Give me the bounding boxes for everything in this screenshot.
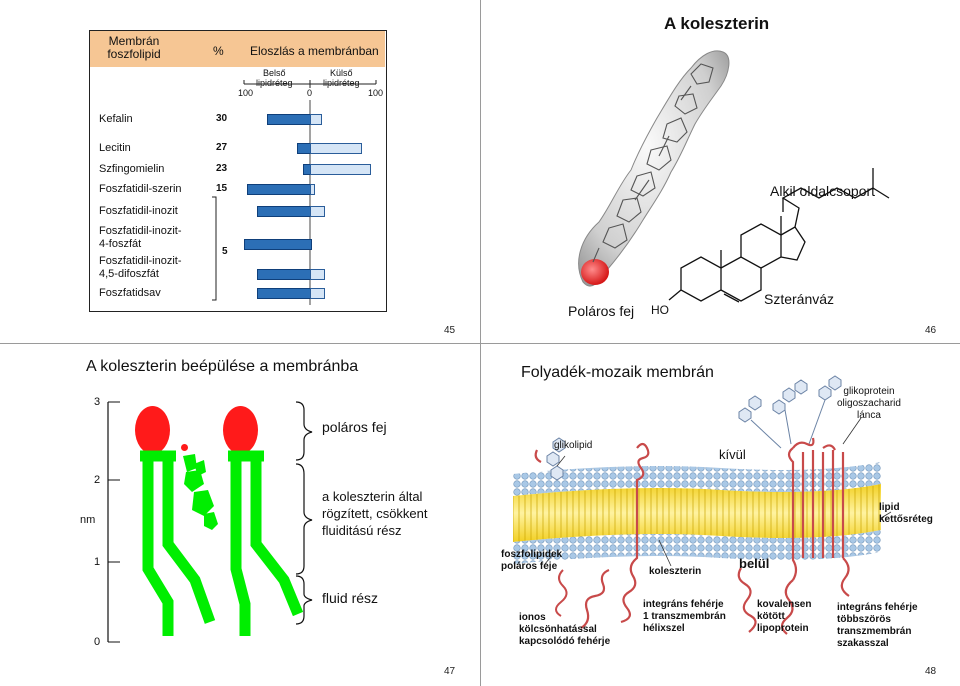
axis-left-label: 100 — [238, 88, 254, 98]
row-name: Foszfatidsav — [99, 287, 161, 299]
cholesterol-label: koleszterin — [649, 566, 702, 577]
page-number: 46 — [925, 325, 937, 336]
glycolipid-label: glikolipid — [554, 440, 593, 451]
polar-head-label: Poláros fej — [568, 303, 635, 319]
slide-46 — [481, 0, 960, 343]
row-name: Foszfatidil-inozit- 4-foszfát — [99, 225, 182, 250]
row-percent: 27 — [216, 142, 228, 153]
integral-multi-pass-label: integráns fehérje többszörös transzmembrán szakasszal — [837, 602, 918, 649]
outer-layer-bar — [310, 206, 325, 217]
slide-48 — [481, 344, 960, 686]
outer-layer-bar — [310, 288, 325, 299]
ho-label: HO — [651, 303, 669, 317]
inner-layer-bar — [247, 184, 312, 195]
alkyl-group-label: Alkil oldalcsoport — [770, 183, 876, 199]
outer-layer-bar — [310, 269, 325, 280]
header-distribution: Eloszlás a membránban — [250, 44, 379, 58]
inner-layer-bar — [257, 269, 312, 280]
cholesterol-skeletal-formula — [481, 0, 960, 343]
ionic-protein-label: ionos kölcsönhatással kapcsolódó fehérje — [519, 612, 611, 647]
axis-tick-label: 2 — [94, 474, 101, 486]
row-percent: 15 — [216, 183, 228, 194]
phospholipid-head-label: foszfolipidek poláros feje — [501, 549, 563, 572]
inside-label: belül — [739, 556, 770, 571]
integral-single-pass-label: integráns fehérje 1 transzmembrán hélixszel — [643, 599, 726, 634]
row-percent: 30 — [216, 113, 228, 124]
axis-tick-label: 0 — [94, 636, 101, 648]
outer-layer-bar — [310, 164, 371, 175]
inner-layer-bar — [257, 288, 312, 299]
slide-45 — [0, 0, 480, 343]
page-number: 47 — [444, 666, 456, 677]
rigid-region-label: a koleszterin által rögzített, csökkent fluiditású rész — [322, 489, 428, 538]
page-number: 45 — [444, 325, 456, 336]
page-number: 48 — [925, 666, 937, 677]
axis-zero-label: 0 — [307, 88, 313, 98]
axis-lines — [0, 0, 480, 343]
header-percent: % — [213, 44, 224, 58]
fluid-region-label: fluid rész — [322, 590, 379, 606]
row-name: Foszfatidil-inozit- 4,5-difoszfát — [99, 255, 182, 280]
row-name: Kefalin — [99, 113, 133, 125]
slide-title: Folyadék-mozaik membrán — [521, 364, 714, 381]
axis-tick-label: 3 — [94, 396, 101, 408]
row-percent: 23 — [216, 163, 228, 174]
lipoprotein-label: kovalensen kötött lipoprotein — [757, 599, 812, 634]
outer-layer-label: Külső lipidréteg — [323, 68, 360, 88]
row-name: Szfingomielin — [99, 163, 165, 175]
axis-unit: nm — [80, 514, 96, 526]
slide-47 — [0, 344, 480, 686]
axis-right-label: 100 — [368, 88, 384, 98]
slide-title: A koleszterin beépülése a membránba — [86, 358, 359, 375]
outer-layer-bar — [310, 114, 322, 125]
row-name: Foszfatidil-inozit — [99, 205, 178, 217]
inner-layer-bar — [257, 206, 312, 217]
header-phospholipid: Membrán foszfolipid — [107, 34, 161, 61]
outside-label: kívül — [719, 447, 746, 462]
outer-layer-bar — [310, 143, 362, 154]
axis-tick-label: 1 — [94, 556, 101, 568]
glycoprotein-chain-label: glikoprotein oligoszacharid lánca — [837, 386, 901, 421]
inner-layer-bar — [244, 239, 312, 250]
row-name: Foszfatidil-szerin — [99, 183, 182, 195]
inner-layer-bar — [267, 114, 312, 125]
slide-title: A koleszterin — [664, 14, 770, 33]
outer-layer-bar — [310, 184, 315, 195]
polar-head-label: poláros fej — [322, 419, 387, 435]
row-name: Lecitin — [99, 142, 131, 154]
bracket-percent: 5 — [222, 246, 228, 257]
steroid-core-label: Szteránváz — [764, 291, 835, 307]
lipid-bilayer-label: lipid kettősréteg — [879, 502, 933, 525]
inner-layer-label: Belső lipidréteg — [256, 68, 293, 88]
